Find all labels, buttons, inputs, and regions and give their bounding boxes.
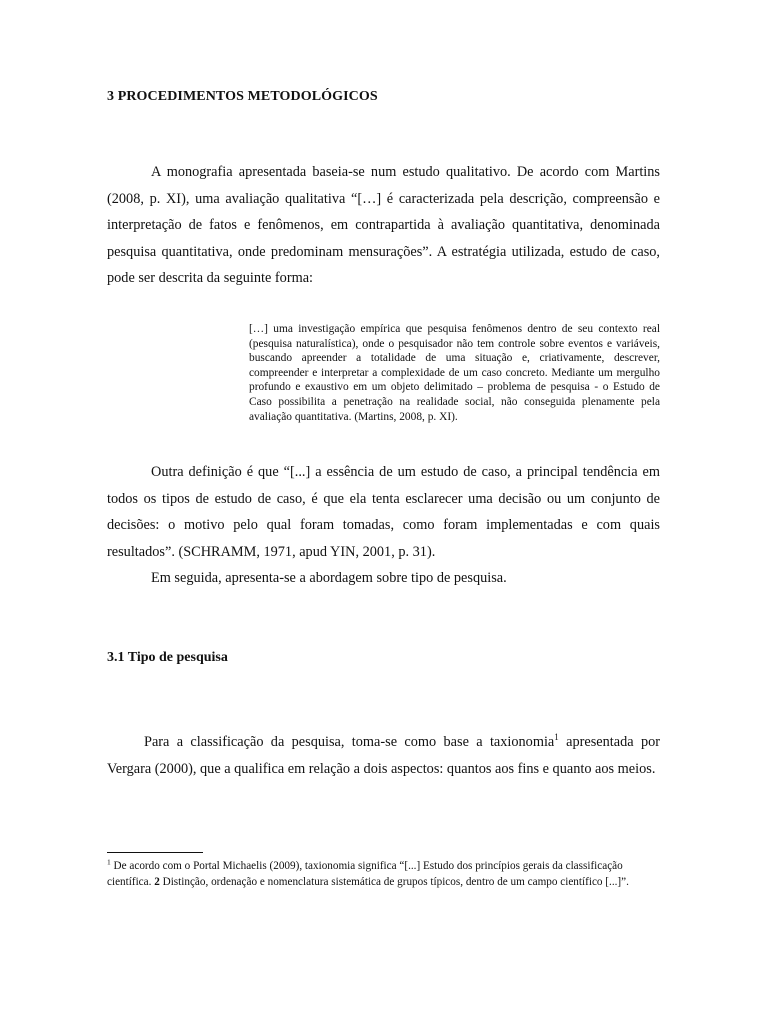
footnote <box>107 859 660 890</box>
footnote-reference: 1 <box>554 732 559 743</box>
transition-paragraph: Em seguida, apresenta-se a abordagem sobre tipo de pesquisa. <box>151 570 507 586</box>
subsection-heading: 3.1 Tipo de pesquisa <box>107 650 228 665</box>
footnote-text-start: De acordo com o Portal Michaelis (2009), taxionomia significa “[...] Estudo dos princípios gerais da classificação científica. <box>107 860 623 888</box>
footnote-text-end: Distinção, ordenação e nomenclatura sistemática de grupos típicos, dentro de um campo científico [...]”. <box>159 875 629 888</box>
classification-text-start: Para a classificação da pesquisa, toma-se como base a taxionomia <box>144 734 555 750</box>
definition-block <box>107 459 660 592</box>
classification-paragraph <box>107 729 660 782</box>
footnote-bold-number: 2 <box>154 875 160 888</box>
footnote-separator <box>107 852 203 853</box>
block-quote: […] uma investigação empírica que pesquisa fenômenos dentro de seu contexto real (pesquisa naturalística), onde o pesquisador não tem controle sobre eventos e variáveis, buscando apreender a totalidade de uma situação e, criativamente, descrever, compreender e interpretar a complexidade de um caso concreto. Mediante um mergulho profundo e exaustivo em um objeto delimitado – problema de pesquisa - o Estudo de Caso possibilita a penetração na realidade social, não conseguida plenamente pela avaliação quantitativa. (Martins, 2008, p. XI). <box>249 323 660 423</box>
classification-block <box>107 729 660 782</box>
classification-text-end: apresentada por Vergara (2000), que a qualifica em relação a dois aspectos: quantos aos fins e quanto aos meios. <box>107 734 660 777</box>
intro-paragraph: A monografia apresentada baseia-se num estudo qualitativo. De acordo com Martins (2008, p. XI), uma avaliação qualitativa “[…] é caracterizada pela descrição, compreensão e interpretação de fatos e fenômenos, em contrapartida à avaliação quantitativa, denominada pesquisa quantitativa, onde predominam mensurações”. A estratégia utilizada, estudo de caso, pode ser descrita da seguinte forma: <box>107 164 660 286</box>
footnote-marker: 1 <box>107 857 111 867</box>
section-heading: 3 PROCEDIMENTOS METODOLÓGICOS <box>107 89 378 104</box>
intro-block <box>107 159 660 292</box>
definition-paragraph: Outra definição é que “[...] a essência de um estudo de caso, a principal tendência em todos os tipos de estudo de caso, é que ela tenta esclarecer uma decisão ou um conjunto de decisões: o motivo pelo qual foram tomadas, como foram implementadas e com quais resultados”. (SCHRAMM, 1971, apud YIN, 2001, p. 31). <box>107 464 660 560</box>
